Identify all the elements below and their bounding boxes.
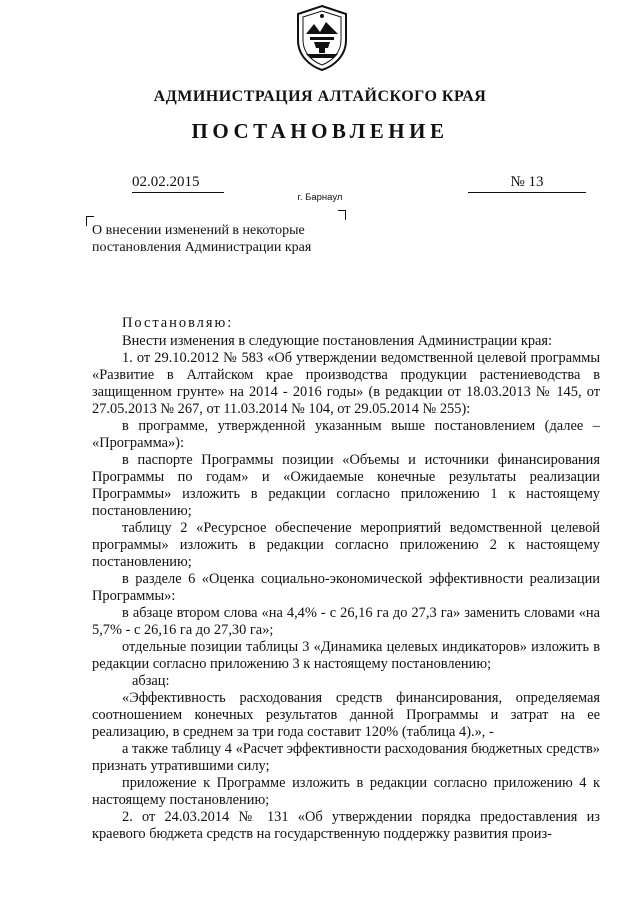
body-paragraph: «Эффективность расходования средств финансирования, определяемая соотношением конечных результатов данной Программы и затрат на ее реализацию, в среднем за три года составит 120% (таблица 4).», - bbox=[92, 690, 600, 740]
body-paragraph: 1. от 29.10.2012 № 583 «Об утверждении ведомственной целевой программы «Развитие в Алтайском крае производства продукции растениеводства в защищенном грунте» на 2014 - 2016 годы» (в редакции от 18.03.2013 № 145, от 27.05.2013 № 267, от 11.03.2014 № 104, от 29.05.2014 № 255): bbox=[92, 350, 600, 417]
coat-of-arms-emblem bbox=[292, 4, 352, 72]
document-body bbox=[92, 315, 600, 843]
body-paragraph: в паспорте Программы позиции «Объемы и источники финансирования Программы по годам» и «Ожидаемые конечные результаты реализации Программы» изложить в редакции согласно приложению 1 к настоящему постановлению; bbox=[92, 452, 600, 519]
body-paragraph: Внести изменения в следующие постановления Администрации края: bbox=[122, 333, 553, 349]
body-paragraph: отдельные позиции таблицы 3 «Динамика целевых индикаторов» изложить в редакции согласно приложению 3 к настоящему постановлению; bbox=[92, 639, 600, 672]
city-name: г. Барнаул bbox=[297, 192, 343, 203]
body-paragraph: абзац: bbox=[132, 673, 170, 689]
body-paragraph: а также таблицу 4 «Расчет эффективности расходования бюджетных средств» признать утратившими силу; bbox=[92, 741, 600, 774]
body-paragraph: таблицу 2 «Ресурсное обеспечение мероприятий ведомственной целевой программы» изложить в редакции согласно приложению 2 к настоящему постановлению; bbox=[92, 520, 600, 570]
body-paragraph: приложение к Программе изложить в редакции согласно приложению 4 к настоящему постановлению; bbox=[92, 775, 600, 808]
subject-bracket-right bbox=[338, 210, 346, 220]
organization-name: АДМИНИСТРАЦИЯ АЛТАЙСКОГО КРАЯ bbox=[153, 88, 487, 105]
document-number: № 13 bbox=[468, 174, 586, 193]
body-paragraph: в абзаце втором слова «на 4,4% - с 26,16 га до 27,3 га» заменить словами «на 5,7% - с 26,16 га до 27,30 га»; bbox=[92, 605, 600, 638]
body-paragraph: 2. от 24.03.2014 № 131 «Об утверждении порядка предоставления из краевого бюджета средств на государственную поддержку развития произ- bbox=[92, 809, 600, 842]
body-paragraph: в разделе 6 «Оценка социально-экономической эффективности реализации Программы»: bbox=[92, 571, 600, 604]
document-date: 02.02.2015 bbox=[132, 174, 224, 193]
decree-word: Постановляю: bbox=[122, 315, 234, 331]
document-subject: О внесении изменений в некоторые постановления Администрации края bbox=[92, 223, 312, 255]
document-type-title: ПОСТАНОВЛЕНИЕ bbox=[191, 119, 449, 143]
body-paragraph: в программе, утвержденной указанным выше постановлением (далее – «Программа»): bbox=[92, 418, 600, 451]
